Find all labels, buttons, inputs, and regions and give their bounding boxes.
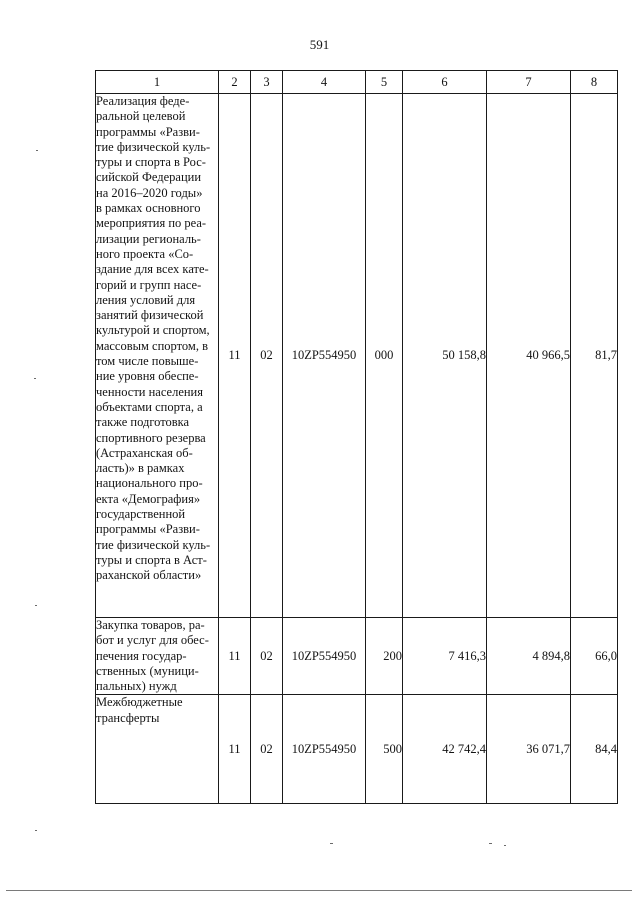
desc-line: программы «Разви- bbox=[96, 522, 200, 537]
cell-subsection: 02 bbox=[251, 695, 283, 804]
desc-line: туры и спорта в Рос- bbox=[96, 155, 206, 170]
desc-line: ного проекта «Со- bbox=[96, 246, 194, 261]
desc-line: раханской области» bbox=[96, 568, 202, 583]
desc-line: спортивного резерва bbox=[96, 430, 206, 445]
scan-speck bbox=[504, 845, 506, 846]
desc-line: ние уровня обеспе- bbox=[96, 369, 199, 384]
header-col-4: 4 bbox=[283, 71, 366, 94]
header-col-7: 7 bbox=[487, 71, 571, 94]
desc-line: государственной bbox=[96, 507, 186, 522]
desc-line: национального про- bbox=[96, 476, 203, 491]
desc-line: том числе повыше- bbox=[96, 354, 199, 369]
desc-line: екта «Демография» bbox=[96, 491, 201, 506]
header-col-6: 6 bbox=[403, 71, 487, 94]
cell-target-article: 10ZP554950 bbox=[283, 695, 366, 804]
desc-line: на 2016–2020 годы» bbox=[96, 185, 203, 200]
cell-percent: 66,0 bbox=[571, 618, 618, 695]
cell-percent: 84,4 bbox=[571, 695, 618, 804]
row-description bbox=[96, 94, 219, 618]
row-description bbox=[96, 695, 219, 804]
cell-section: 11 bbox=[219, 618, 251, 695]
desc-line: ственных (муници- bbox=[96, 663, 199, 678]
page-number: 591 bbox=[309, 37, 330, 52]
desc-line: горий и групп насе- bbox=[96, 277, 202, 292]
scan-speck bbox=[34, 378, 36, 379]
scan-speck bbox=[489, 843, 492, 844]
scan-speck bbox=[35, 830, 37, 831]
desc-line: ления условий для bbox=[96, 292, 196, 307]
desc-line: туры и спорта в Аст- bbox=[96, 552, 207, 567]
table-header-row bbox=[96, 71, 618, 94]
desc-line: тие физической куль- bbox=[96, 139, 211, 154]
table-row bbox=[96, 618, 618, 695]
cell-expense-type: 500 bbox=[366, 695, 403, 804]
desc-line: программы «Разви- bbox=[96, 124, 200, 139]
cell-actual-amount: 36 071,7 bbox=[487, 695, 571, 804]
desc-line: тие физической куль- bbox=[96, 537, 211, 552]
cell-planned-amount: 50 158,8 bbox=[403, 94, 487, 618]
page-bottom-rule bbox=[6, 890, 632, 891]
cell-expense-type: 000 bbox=[366, 94, 403, 618]
table-row bbox=[96, 695, 618, 804]
desc-line: в рамках основного bbox=[96, 201, 201, 216]
row-description bbox=[96, 618, 219, 695]
desc-line: Межбюджетные bbox=[96, 695, 183, 710]
desc-line: массовым спортом, в bbox=[96, 338, 208, 353]
cell-subsection: 02 bbox=[251, 618, 283, 695]
desc-line: мероприятия по реа- bbox=[96, 216, 207, 231]
cell-actual-amount: 40 966,5 bbox=[487, 94, 571, 618]
desc-line: ральной целевой bbox=[96, 109, 186, 124]
cell-section: 11 bbox=[219, 94, 251, 618]
desc-line: пальных) нужд bbox=[96, 679, 177, 694]
header-col-3: 3 bbox=[251, 71, 283, 94]
scan-speck bbox=[36, 150, 38, 151]
header-col-5: 5 bbox=[366, 71, 403, 94]
scan-speck bbox=[35, 605, 37, 606]
cell-subsection: 02 bbox=[251, 94, 283, 618]
desc-line: ласть)» в рамках bbox=[96, 461, 185, 476]
cell-percent: 81,7 bbox=[571, 94, 618, 618]
cell-planned-amount: 42 742,4 bbox=[403, 695, 487, 804]
desc-line: занятий физической bbox=[96, 308, 204, 323]
cell-target-article: 10ZP554950 bbox=[283, 94, 366, 618]
budget-table bbox=[95, 70, 618, 804]
desc-line: здание для всех кате- bbox=[96, 262, 209, 277]
desc-line: трансферты bbox=[96, 710, 160, 725]
desc-line: сийской Федерации bbox=[96, 170, 202, 185]
table-row bbox=[96, 94, 618, 618]
desc-line: ченности населения bbox=[96, 384, 204, 399]
scan-speck bbox=[330, 843, 333, 844]
header-col-8: 8 bbox=[571, 71, 618, 94]
desc-line: Закупка товаров, ра- bbox=[96, 618, 205, 632]
cell-target-article: 10ZP554950 bbox=[283, 618, 366, 695]
header-col-1: 1 bbox=[96, 71, 219, 94]
desc-line: бот и услуг для обес- bbox=[96, 633, 209, 648]
cell-actual-amount: 4 894,8 bbox=[487, 618, 571, 695]
desc-line: лизации региональ- bbox=[96, 231, 201, 246]
cell-expense-type: 200 bbox=[366, 618, 403, 695]
desc-line: культурой и спортом, bbox=[96, 323, 210, 338]
desc-line: печения государ- bbox=[96, 648, 187, 663]
desc-line: (Астраханская об- bbox=[96, 445, 193, 460]
header-col-2: 2 bbox=[219, 71, 251, 94]
cell-planned-amount: 7 416,3 bbox=[403, 618, 487, 695]
desc-line: также подготовка bbox=[96, 415, 190, 430]
desc-line: объектами спорта, а bbox=[96, 399, 203, 414]
desc-line: Реализация феде- bbox=[96, 94, 190, 108]
cell-section: 11 bbox=[219, 695, 251, 804]
